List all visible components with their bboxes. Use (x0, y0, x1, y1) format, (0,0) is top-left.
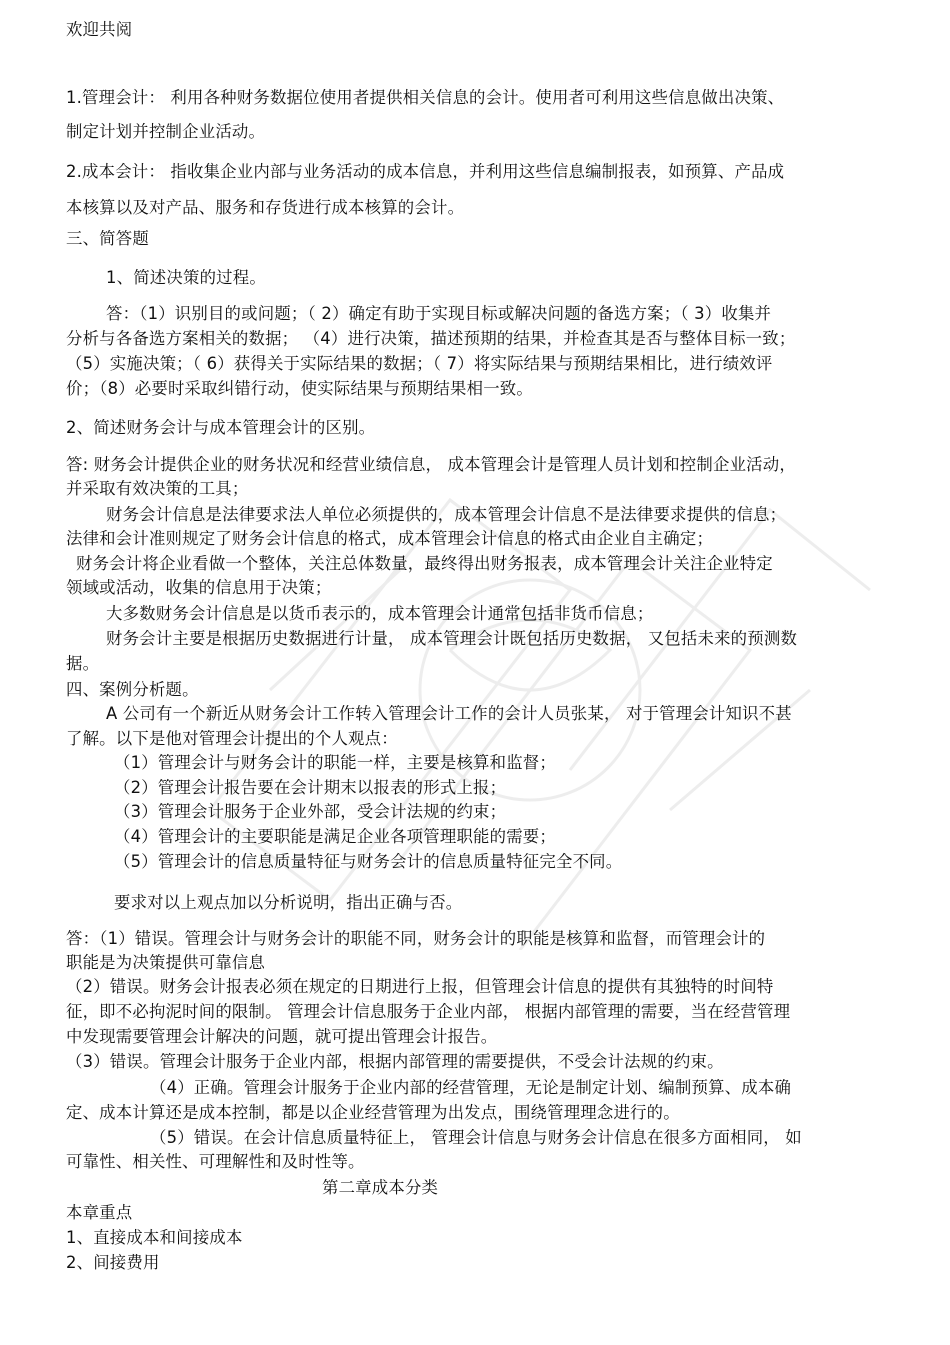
case-requirement: 要求对以上观点加以分析说明，指出正确与否。 (114, 893, 463, 912)
answer-1-line: 分析与各备选方案相关的数据； （4）进行决策，描述预期的结果，并检查其是否与整体目标一致； (66, 329, 796, 348)
answer-2-line: 答: 财务会计提供企业的财务状况和经营业绩信息， 成本管理会计是管理人员计划和控制企业活动， (66, 455, 796, 474)
case-answer-line: 征，即不必拘泥时间的限制。 管理会计信息服务于企业内部， 根据内部管理的需要，当在经营管理 (66, 1002, 791, 1021)
case-answer-line: （4）正确。管理会计服务于企业内部的经营管理，无论是制定计划、编制预算、成本确 (150, 1078, 792, 1097)
answer-2-line: 财务会计将企业看做一个整体，关注总体数量，最终得出财务报表，成本管理会计关注企业特定 (76, 554, 773, 573)
case-answer-line: 答：（1）错误。管理会计与财务会计的职能不同，财务会计的职能是核算和监督，而管理会计的 (66, 929, 766, 948)
case-point: （5）管理会计的信息质量特征与财务会计的信息质量特征完全不同。 (114, 852, 623, 871)
key-point: 1、直接成本和间接成本 (66, 1228, 243, 1247)
case-point: （1）管理会计与财务会计的职能一样，主要是核算和监督； (114, 753, 556, 772)
case-answer-line: （3）错误。管理会计服务于企业内部，根据内部管理的需要提供，不受会计法规的约束。 (66, 1052, 724, 1071)
section-4-heading: 四、案例分析题。 (66, 680, 199, 699)
answer-2-line: 法律和会计准则规定了财务会计信息的格式，成本管理会计信息的格式由企业自主确定； (66, 529, 714, 548)
question-1: 1、简述决策的过程。 (106, 268, 266, 287)
chapter-2-title: 第二章成本分类 (322, 1178, 439, 1197)
case-point: （3）管理会计服务于企业外部，受会计法规的约束； (114, 802, 507, 821)
case-point: （4）管理会计的主要职能是满足企业各项管理职能的需要； (114, 827, 556, 846)
case-answer-line: 可靠性、相关性、可理解性和及时性等。 (66, 1152, 365, 1171)
header-label: 欢迎共阅 (66, 20, 133, 39)
section-3-heading: 三、简答题 (66, 229, 149, 248)
answer-2-line: 财务会计信息是法律要求法人单位必须提供的，成本管理会计信息不是法律要求提供的信息； (106, 505, 787, 524)
case-point: （2）管理会计报告要在会计期末以报表的形式上报； (114, 778, 507, 797)
key-points-heading: 本章重点 (66, 1203, 133, 1222)
definition-1-line-2: 制定计划并控制企业活动。 (66, 122, 266, 141)
case-answer-line: （2）错误。财务会计报表必须在规定的日期进行上报，但管理会计信息的提供有其独特的时间特 (66, 977, 774, 996)
case-line: 了解。以下是他对管理会计提出的个人观点： (66, 729, 398, 748)
definition-2-line-2: 本核算以及对产品、服务和存货进行成本核算的会计。 (66, 198, 465, 217)
answer-2-line: 财务会计主要是根据历史数据进行计量， 成本管理会计既包括历史数据， 又包括未来的预测数 (106, 629, 798, 648)
definition-2-line-1: 2.成本会计： 指收集企业内部与业务活动的成本信息，并利用这些信息编制报表，如预算、产品成 (66, 162, 785, 181)
answer-2-line: 据。 (66, 654, 100, 673)
case-answer-line: 定、成本计算还是成本控制，都是以企业经营管理为出发点，围绕管理理念进行的。 (66, 1103, 680, 1122)
case-answer-line: 中发现需要管理会计解决的问题，就可提出管理会计报告。 (66, 1027, 498, 1046)
answer-2-line: 大多数财务会计信息是以货币表示的，成本管理会计通常包括非货币信息； (106, 604, 654, 623)
key-point: 2、间接费用 (66, 1253, 160, 1272)
answer-1-line: 价；（8）必要时采取纠错行动，使实际结果与预期结果相一致。 (66, 379, 533, 398)
answer-2-line: 领域或活动，收集的信息用于决策； (66, 578, 332, 597)
answer-1-line: 答：（1）识别目的或问题；（ 2）确定有助于实现目标或解决问题的备选方案；（ 3）收集并 (106, 304, 772, 323)
case-answer-line: 职能是为决策提供可靠信息 (66, 953, 266, 972)
answer-1-line: （5）实施决策；（ 6）获得关于实际结果的数据；（ 7）将实际结果与预期结果相比，进行绩效评 (66, 354, 773, 373)
case-line: A 公司有一个新近从财务会计工作转入管理会计工作的会计人员张某， 对于管理会计知识不甚 (106, 704, 792, 723)
definition-1-line-1: 1.管理会计： 利用各种财务数据位使用者提供相关信息的会计。使用者可利用这些信息做出决策、 (66, 88, 785, 107)
answer-2-line: 并采取有效决策的工具； (66, 479, 249, 498)
case-answer-line: （5）错误。在会计信息质量特征上， 管理会计信息与财务会计信息在很多方面相同， 如 (150, 1128, 802, 1147)
question-2: 2、简述财务会计与成本管理会计的区别。 (66, 418, 376, 437)
